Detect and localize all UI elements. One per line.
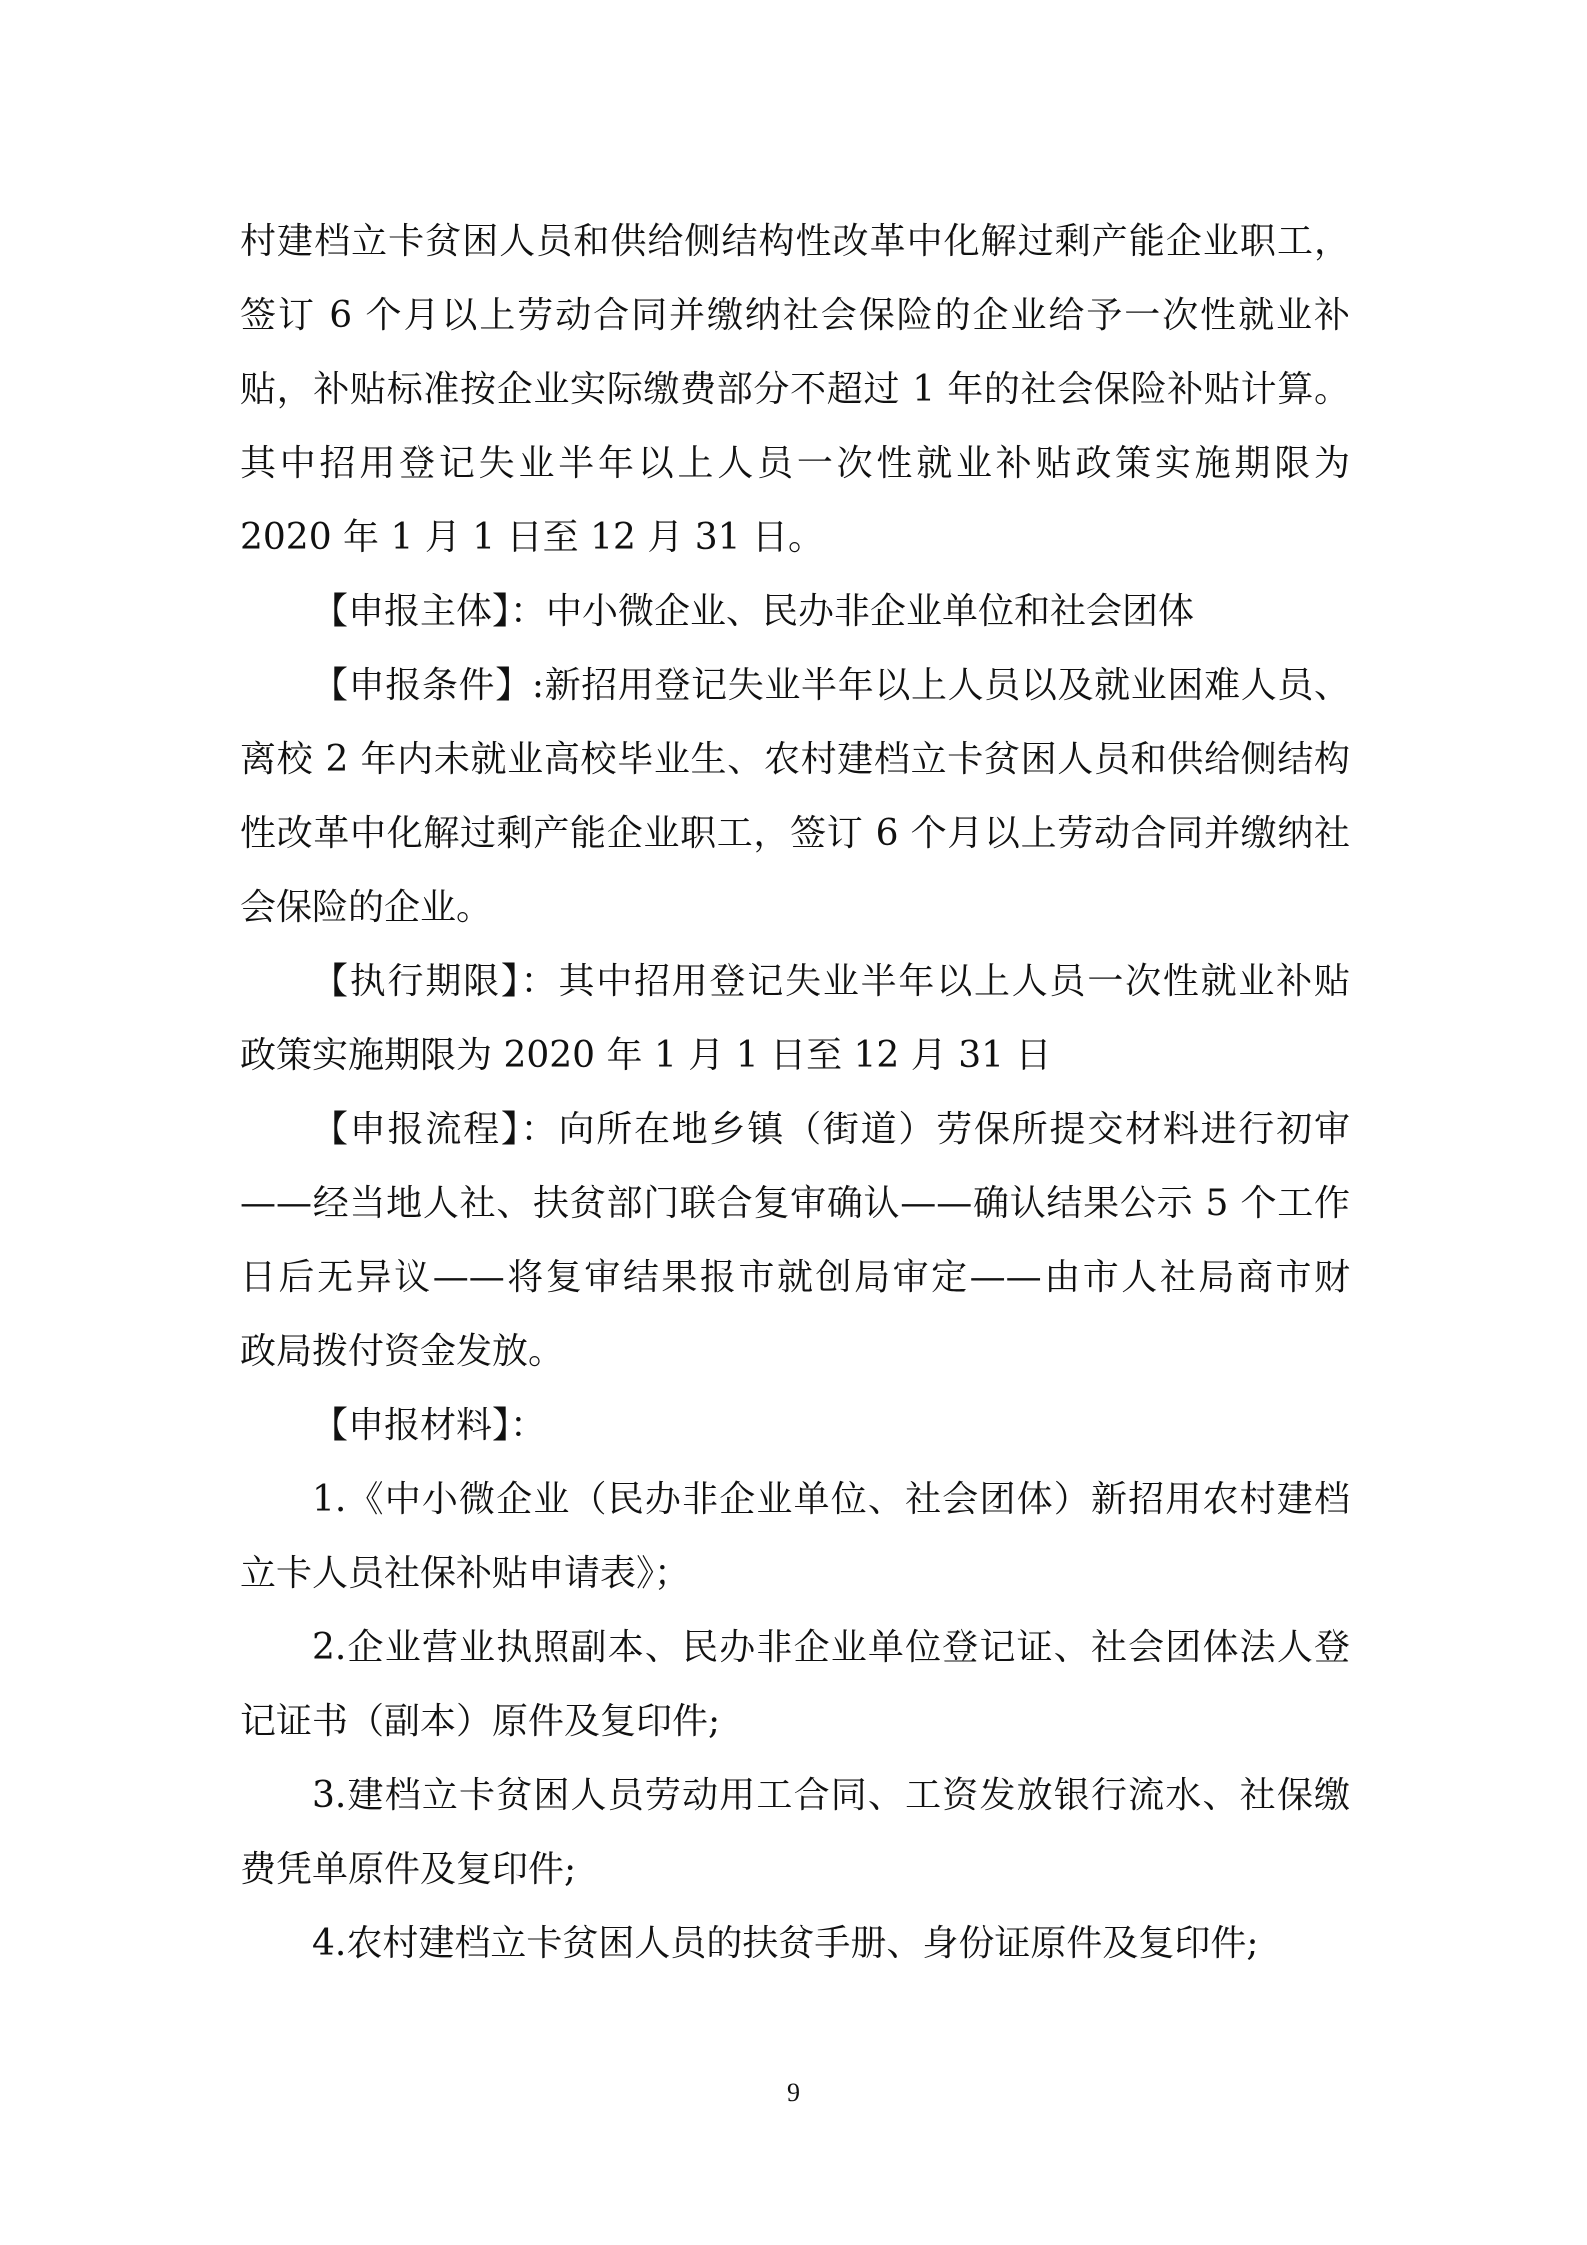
materials-item-2: 2.企业营业执照副本、民办非企业单位登记证、社会团体法人登 [312,1627,1350,1668]
section-application-conditions: 【申报条件】:新招用登记失业半年以上人员以及就业困难人员、 [312,665,1350,706]
materials-item-4: 4.农村建档立卡贫困人员的扶贫手册、身份证原件及复印件; [312,1923,1259,1964]
body-text-line: 性改革中化解过剩产能企业职工，签订 6 个月以上劳动合同并缴纳社 [240,813,1350,854]
body-text-line: 村建档立卡贫困人员和供给侧结构性改革中化解过剩产能企业职工， [240,221,1350,262]
body-text-line: 2020 年 1 月 1 日至 12 月 31 日。 [240,517,825,558]
body-text-line: 立卡人员社保补贴申请表》； [240,1553,691,1594]
materials-item-3: 3.建档立卡贫困人员劳动用工合同、工资发放银行流水、社保缴 [312,1775,1350,1816]
body-text-line: 贴，补贴标准按企业实际缴费部分不超过 1 年的社会保险补贴计算。 [240,369,1350,410]
body-text-line: ——经当地人社、扶贫部门联合复审确认——确认结果公示 5 个工作 [240,1183,1350,1224]
page-number: 9 [787,2078,800,2107]
body-text-line: 政局拨付资金发放。 [240,1331,565,1372]
body-text-line: 签订 6 个月以上劳动合同并缴纳社会保险的企业给予一次性就业补 [240,295,1350,336]
section-application-process: 【申报流程】：向所在地乡镇（街道）劳保所提交材料进行初审 [312,1109,1350,1150]
body-text-line: 记证书（副本）原件及复印件; [240,1701,721,1742]
body-text-line: 其中招用登记失业半年以上人员一次性就业补贴政策实施期限为 [240,443,1350,484]
body-text-line: 日后无异议——将复审结果报市就创局审定——由市人社局商市财 [240,1257,1350,1298]
section-application-materials: 【申报材料】： [312,1405,547,1446]
section-applicant-subject: 【申报主体】：中小微企业、民办非企业单位和社会团体 [312,591,1195,632]
materials-item-1: 1.《中小微企业（民办非企业单位、社会团体）新招用农村建档 [312,1479,1350,1520]
body-text-line: 政策实施期限为 2020 年 1 月 1 日至 12 月 31 日 [240,1035,1052,1076]
section-execution-period: 【执行期限】：其中招用登记失业半年以上人员一次性就业补贴 [312,961,1350,1002]
body-text-line: 离校 2 年内未就业高校毕业生、农村建档立卡贫困人员和供给侧结构 [240,739,1350,780]
body-text-line: 会保险的企业。 [240,887,493,928]
body-text-line: 费凭单原件及复印件; [240,1849,577,1890]
